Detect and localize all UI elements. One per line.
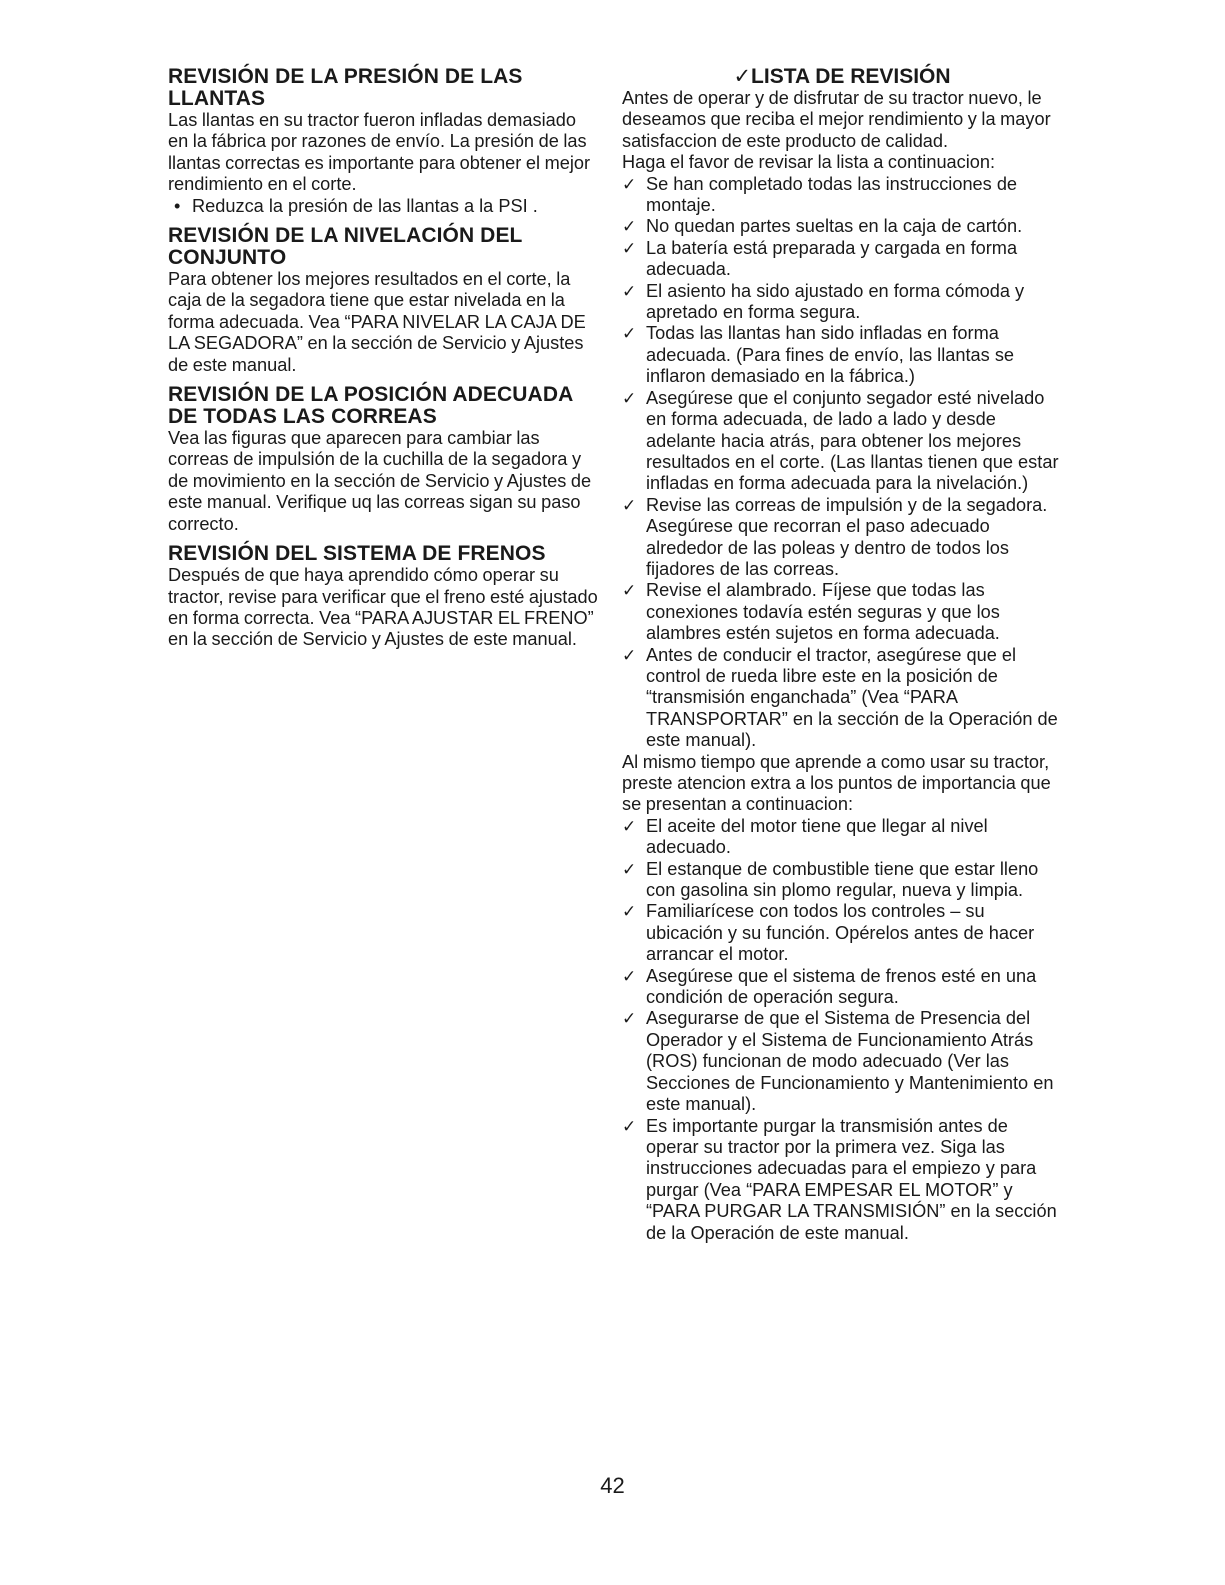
checklist-item-text: Antes de conducir el tractor, asegúrese que el control de rueda libre este en la posición de “transmisión enganchada” (Vea “PARA TRANSPORTAR” en la sección de la Operación de este manual). (646, 644, 1058, 751)
leveling-text: Para obtener los mejores resultados en el corte, la caja de la segadora tiene que estar nivelada en la forma adecuada. Vea “PARA NIVELAR LA CAJA DE LA SEGADORA” en la sección de Servicio y Ajustes de este manual. (168, 269, 586, 375)
checklist-item (622, 645, 1062, 752)
checkmark-icon: ✓ (622, 495, 637, 515)
checkmark-icon: ✓ (622, 388, 637, 408)
brakes-text: Después de que haya aprendido cómo operar su tractor, revise para verificar que el freno esté ajustado en forma correcta. Vea “PARA AJUSTAR EL FRENO” en la sección de Servicio y Ajustes de este manual. (168, 565, 598, 650)
checkmark-icon: ✓ (622, 174, 637, 194)
checklist-item-text: Revise el alambrado. Fíjese que todas las conexiones todavía estén seguras y que los alambres estén sujetos en forma adecuada. (646, 580, 1000, 644)
checklist-item (622, 859, 1062, 902)
right-column (622, 66, 1062, 1244)
checkmark-icon: ✓ (622, 645, 637, 665)
checklist-item (622, 281, 1062, 324)
checklist-group-1 (622, 174, 1062, 752)
checklist-item-text: Se han completado todas las instrucciones de montaje. (646, 173, 1018, 216)
section-title-belts: REVISIÓN DE LA POSICIÓN ADECUADA DE TODAS LAS CORREAS (168, 383, 573, 429)
checklist-item (622, 495, 1062, 581)
checkmark-icon: ✓ (622, 816, 637, 836)
checklist-item (622, 1008, 1062, 1115)
checklist-item (622, 1116, 1062, 1244)
tire-pressure-bullet (168, 196, 598, 217)
checklist-item (622, 901, 1062, 965)
checklist-intro-2: Haga el favor de revisar la lista a continuacion: (622, 152, 996, 173)
checkmark-icon: ✓ (622, 1009, 637, 1029)
checklist-item (622, 816, 1062, 859)
checkmark-icon: ✓ (622, 238, 637, 258)
checklist-title: ✓LISTA DE REVISIÓN (733, 65, 951, 88)
section-title-brakes: REVISIÓN DEL SISTEMA DE FRENOS (168, 542, 546, 566)
checkmark-icon: ✓ (622, 966, 637, 986)
page-number: 42 (600, 1473, 625, 1498)
checklist-item (622, 323, 1062, 387)
checklist-item-text: El aceite del motor tiene que llegar al nivel adecuado. (646, 815, 988, 858)
checkmark-icon: ✓ (622, 859, 637, 879)
checkmark-icon: ✓ (622, 1116, 637, 1136)
checklist-item-text: Revise las correas de impulsión y de la segadora. Asegúrese que recorran el paso adecuado alrededor de las poleas y dentro de todos los fijadores de las correas. (646, 494, 1048, 579)
checklist-intro: Antes de operar y de disfrutar de su tractor nuevo, le deseamos que reciba el mejor rendimiento y la mayor satisfaccion de este producto de calidad. (622, 88, 1051, 151)
checkmark-icon: ✓ (622, 581, 637, 601)
checklist-item (622, 238, 1062, 281)
checklist-item-text: No quedan partes sueltas en la caja de cartón. (646, 216, 1023, 237)
checklist-item-text: El asiento ha sido ajustado en forma cómoda y apretado en forma segura. (646, 280, 1025, 323)
checkmark-icon: ✓ (622, 902, 637, 922)
checklist-group-2 (622, 816, 1062, 1244)
checklist-item (622, 580, 1062, 644)
checkmark-icon: ✓ (622, 281, 637, 301)
checklist-item (622, 174, 1062, 217)
belts-text: Vea las figuras que aparecen para cambiar las correas de impulsión de la cuchilla de la segadora y de movimiento en la sección de Servicio y Ajustes de este manual. Verifique uq las correas sigan su paso correcto. (168, 428, 592, 534)
checklist-item-text: La batería está preparada y cargada en forma adecuada. (646, 237, 1018, 280)
checklist-item (622, 388, 1062, 495)
bullet-text: Reduzca la presión de las llantas a la PSI . (192, 195, 538, 216)
checklist-item-text: Asegúrese que el sistema de frenos esté en una condición de operación segura. (646, 965, 1037, 1008)
checkmark-icon: ✓ (622, 217, 637, 237)
checkmark-icon: ✓ (622, 324, 637, 344)
bullet-icon: • (174, 195, 181, 216)
checklist-item (622, 216, 1062, 237)
section-title-leveling: REVISIÓN DE LA NIVELACIÓN DEL CONJUNTO (168, 224, 523, 270)
checklist-item-text: Todas las llantas han sido infladas en forma adecuada. (Para fines de envío, las llantas se inflaron demasiado en la fábrica.) (646, 323, 1015, 387)
checklist-item (622, 966, 1062, 1009)
left-column (168, 66, 598, 651)
checklist-item-text: Asegúrese que el conjunto segador esté nivelado en forma adecuada, de lado a lado y desde adelante hacia atrás, para obtener los mejores resultados en el corte. (Las llantas tienen que estar infladas en forma adecuada para la nivelación.) (646, 387, 1059, 494)
checklist-item-text: Asegurarse de que el Sistema de Presencia del Operador y el Sistema de Funcionamiento Atrás (ROS) funcionan de modo adecuado (Ver las Secciones de Funcionamiento y Mantenimiento en este manual). (646, 1008, 1054, 1115)
tire-pressure-text: Las llantas en su tractor fueron infladas demasiado en la fábrica por razones de envío. La presión de las llantas correctas es importante para obtener el mejor rendimiento en el corte. (168, 110, 591, 195)
checklist-mid-text: Al mismo tiempo que aprende a como usar su tractor, preste atencion extra a los puntos de importancia que se presentan a continuacion: (622, 751, 1051, 815)
checklist-item-text: El estanque de combustible tiene que estar lleno con gasolina sin plomo regular, nueva y limpia. (646, 858, 1039, 901)
checklist-item-text: Es importante purgar la transmisión antes de operar su tractor por la primera vez. Siga las instrucciones adecuadas para el empiezo y para purgar (Vea “PARA EMPESAR EL MOTOR” y “PARA PURGAR LA TRANSMISIÓN” en la sección de la Operación de este manual. (646, 1115, 1057, 1243)
checklist-item-text: Familiarícese con todos los controles – su ubicación y su función. Opérelos antes de hacer arrancar el motor. (646, 901, 1035, 965)
section-title-tire-pressure: REVISIÓN DE LA PRESIÓN DE LAS LLANTAS (168, 65, 523, 110)
